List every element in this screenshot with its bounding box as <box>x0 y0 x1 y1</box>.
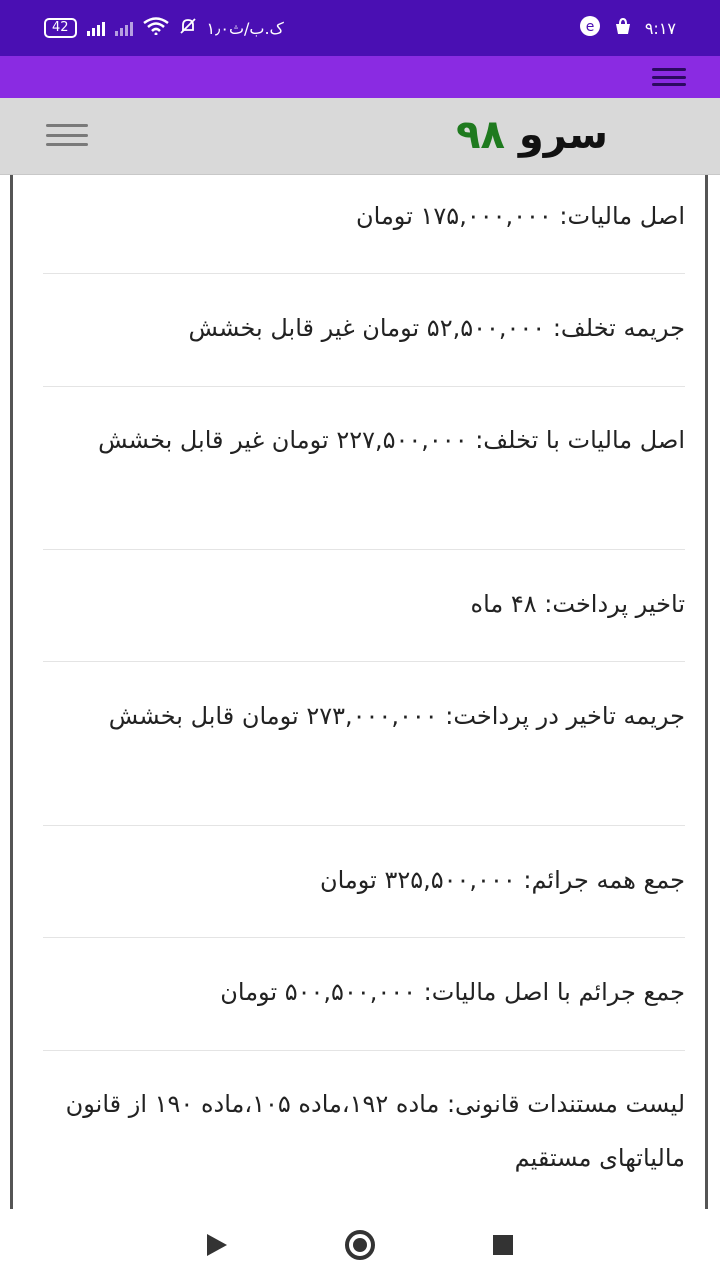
list-item-violation-fine: جریمه تخلف: ۵۲,۵۰۰,۰۰۰ تومان غیر قابل بخشش <box>188 314 685 342</box>
status-bar <box>0 0 720 56</box>
list-item-fines-plus-tax: جمع جرائم با اصل مالیات: ۵۰۰,۵۰۰,۰۰۰ تومان <box>220 978 685 1006</box>
shopping-bag-icon <box>613 16 633 40</box>
logo-word: سرو <box>518 112 608 158</box>
divider <box>43 273 685 274</box>
clock-time: ۹:۱۷ <box>644 18 676 38</box>
list-item-tax-principal: اصل مالیات: ۱۷۵,۰۰۰,۰۰۰ تومان <box>356 202 685 230</box>
list-item-tax-with-violation: اصل مالیات با تخلف: ۲۲۷,۵۰۰,۰۰۰ تومان غیر قابل بخشش <box>98 426 685 454</box>
svg-text:e: e <box>585 19 595 35</box>
home-icon[interactable] <box>345 1230 375 1260</box>
wifi-icon <box>143 17 169 39</box>
status-left <box>44 17 284 39</box>
list-item-legal-documents: لیست مستندات قانونی: ماده ۱۹۲،ماده ۱۰۵،ماده ۱۹۰ از قانون مالیاتهای مستقیم <box>65 1090 685 1172</box>
app-menu-icon[interactable] <box>652 68 686 86</box>
divider <box>43 1050 685 1051</box>
divider <box>43 937 685 938</box>
divider <box>43 549 685 550</box>
list-item-total-fines: جمع همه جرائم: ۳۲۵,۵۰۰,۰۰۰ تومان <box>319 866 685 894</box>
logo-number: ۹۸ <box>456 112 505 158</box>
recent-apps-icon[interactable] <box>493 1235 513 1255</box>
divider <box>43 386 685 387</box>
site-logo[interactable] <box>456 112 608 158</box>
app-bar <box>0 56 720 98</box>
battery-icon: 42 <box>44 18 77 38</box>
signal-icon <box>87 20 105 36</box>
status-right <box>579 15 676 41</box>
app-notification-icon <box>579 15 601 41</box>
site-menu-icon[interactable] <box>46 124 88 146</box>
list-item-payment-delay: تاخیر پرداخت: ۴۸ ماه <box>470 590 685 618</box>
list-item-delay-fine: جریمه تاخیر در پرداخت: ۲۷۳,۰۰۰,۰۰۰ تومان قابل بخشش <box>108 702 685 730</box>
back-icon[interactable] <box>207 1234 227 1256</box>
bell-muted-icon <box>179 17 197 39</box>
signal-icon-2 <box>115 20 133 36</box>
network-speed: ۱٫۰ک.ب/ث <box>206 18 284 38</box>
divider <box>43 825 685 826</box>
system-nav-bar <box>0 1210 720 1280</box>
divider <box>43 661 685 662</box>
site-header <box>0 98 720 175</box>
results-panel <box>10 175 708 1209</box>
